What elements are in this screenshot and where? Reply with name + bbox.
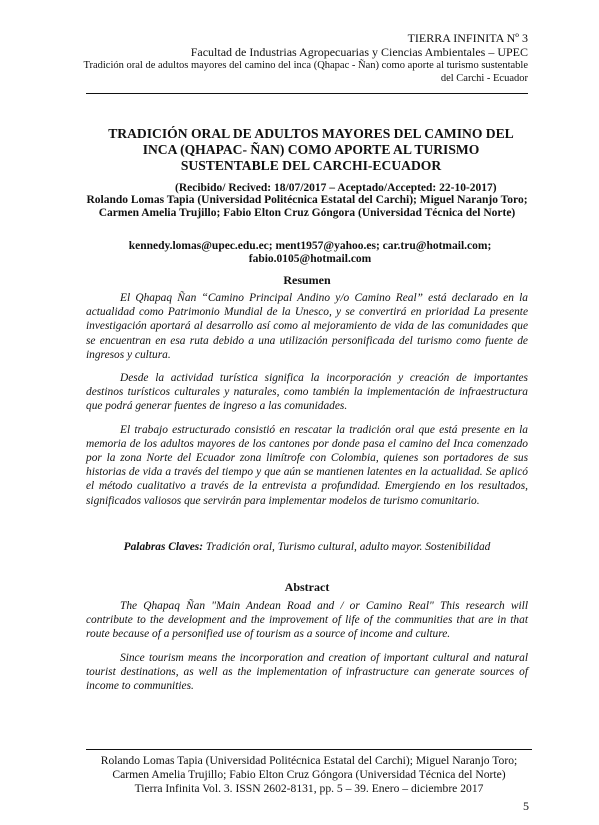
footer-authors-line2: Carmen Amelia Trujillo; Fabio Elton Cruz Góngora (Universidad Técnica del Norte) <box>112 768 506 782</box>
resumen-paragraph: Desde la actividad turística significa la incorporación y creación de importantes destinos turísticos culturales y naturales, como también la implementación de infraestructura que podrá generar fuentes de ingreso a las comunidades. <box>86 372 528 413</box>
resumen-heading: Resumen <box>283 273 331 287</box>
header-divider <box>86 93 528 94</box>
journal-issue: TIERRA INFINITA Nº 3 <box>407 31 528 45</box>
running-header <box>68 31 528 85</box>
faculty-name: Facultad de Industrias Agropecuarias y Ciencias Ambientales – UPEC <box>190 45 528 59</box>
abstract-body <box>86 599 528 702</box>
page-number: 5 <box>523 799 529 813</box>
short-title-line1: Tradición oral de adultos mayores del camino del inca (Qhapac - Ñan) como aporte al turismo sustentable <box>83 60 528 71</box>
author-emails: kennedy.lomas@upec.edu.ec; ment1957@yahoo.es; car.tru@hotmail.com; fabio.0105@hotmail.com <box>128 240 492 266</box>
abstract-paragraph: Since tourism means the incorporation and creation of important cultural and natural tourist destinations, as well as the implementation of infrastructure can generate sources of income to communities. <box>86 651 528 693</box>
keywords <box>86 540 528 554</box>
resumen-body <box>86 291 528 517</box>
footer-authors-line1: Rolando Lomas Tapia (Universidad Politécnica Estatal del Carchi); Miguel Naranjo Toro; <box>100 754 518 767</box>
received-accepted-dates: (Recibido/ Recived: 18/07/2017 – Aceptado/Accepted: 22-10-2017) <box>175 182 497 194</box>
author-list: Rolando Lomas Tapia (Universidad Politécnica Estatal del Carchi); Miguel Naranjo Toro; Carmen Amelia Trujillo; Fabio Elton Cruz Góngora (Universidad Técnica del Norte) <box>86 194 528 220</box>
keywords-text: Tradición oral, Turismo cultural, adulto mayor. Sostenibilidad <box>203 541 491 553</box>
footer-citation <box>86 754 532 797</box>
short-title-line2: del Carchi - Ecuador <box>440 73 528 84</box>
resumen-paragraph: El trabajo estructurado consistió en rescatar la tradición oral que está presente en la memoria de los adultos mayores de los cantones por donde pasa el camino del Inca comenzado por la zona Norte del Ecuador zona limítrofe con Colombia, quienes son portadores de sus historias de vida a través del tiempo y que aún se mantienen latentes en la actualidad. Se aplicó el método cualitativo a través de la entrevista a profundidad. Emergiendo en los resultados, significados valiosos que servirán para implementar modelos de turismo comunitario. <box>86 423 528 507</box>
keywords-label: Palabras Claves: <box>123 541 204 553</box>
footer-journal-citation: Tierra Infinita Vol. 3. ISSN 2602-8131, pp. 5 – 39. Enero – diciembre 2017 <box>134 782 484 796</box>
footer-divider <box>86 749 532 750</box>
article-title: TRADICIÓN ORAL DE ADULTOS MAYORES DEL CAMINO DEL INCA (QHAPAC- ÑAN) COMO APORTE AL TURISMO SUSTENTABLE DEL CARCHI-ECUADOR <box>108 126 514 173</box>
abstract-paragraph: The Qhapaq Ñan "Main Andean Road and / or Camino Real" This research will contribute to the development and the improvement of life of the communities that are in that route because of a personified use of tourism as a source of income and culture. <box>86 600 528 641</box>
abstract-heading: Abstract <box>284 580 330 594</box>
resumen-paragraph: El Qhapaq Ñan “Camino Principal Andino y/o Camino Real” está declarado en la actualidad como Patrimonio Mundial de la Unesco, y se convertirá en prioridad La presente investigación aportará al desarrollo así como al mejoramiento de vida de las comunidades que se encuentran en esa ruta debido a una utilización personificada del turismo como fuente de ingresos y cultura. <box>86 292 528 361</box>
